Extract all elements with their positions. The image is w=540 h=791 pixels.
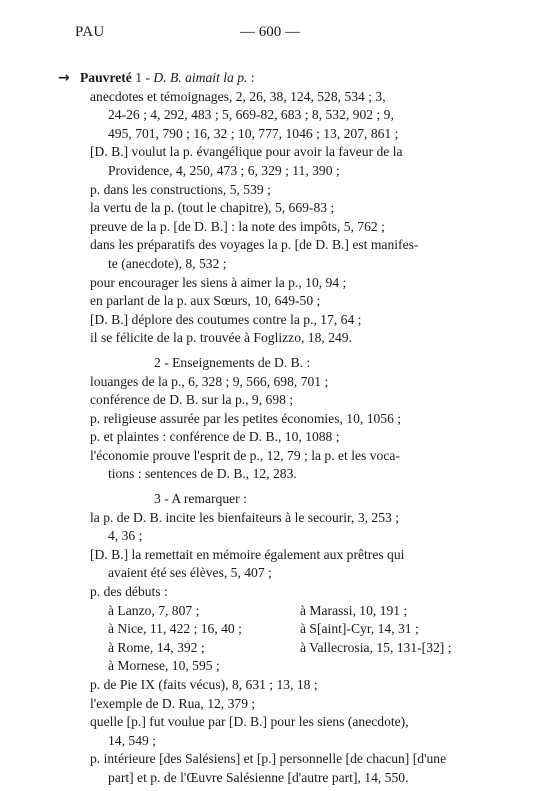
index-line: en parlant de la p. aux Sœurs, 10, 649-50 ; <box>90 293 321 309</box>
place-item: à S[aint]-Cyr, 14, 31 ; <box>300 621 419 637</box>
place-item: à Lanzo, 7, 807 ; <box>108 602 200 618</box>
index-line: louanges de la p., 6, 328 ; 9, 566, 698, 701 ; <box>90 373 329 389</box>
index-line: 14, 549 ; <box>108 732 156 748</box>
index-line: 495, 701, 790 ; 16, 32 ; 10, 777, 1046 ; 13, 207, 861 ; <box>108 125 399 141</box>
index-line: p. intérieure [des Salésiens] et [p.] personnelle [de chacun] [d'une <box>90 751 447 767</box>
index-line: 4, 36 ; <box>108 528 143 544</box>
index-line: p. de Pie IX (faits vécus), 8, 631 ; 13, 18 ; <box>90 677 318 692</box>
index-line: il se félicite de la p. trouvée à Foglizzo, 18, 249. <box>90 330 352 346</box>
index-line: Providence, 4, 250, 473 ; 6, 329 ; 11, 390 ; <box>108 162 340 178</box>
section-3-heading: 3 - A remarquer : <box>154 491 247 507</box>
section-1 <box>82 88 462 348</box>
section-number: 1 - <box>135 70 150 85</box>
index-line: l'exemple de D. Rua, 12, 379 ; <box>90 695 256 711</box>
places-row <box>90 657 462 676</box>
place-item: à Marassi, 10, 191 ; <box>300 602 408 618</box>
place-item: à Rome, 14, 392 ; <box>108 639 205 655</box>
arrow-right-icon: → <box>58 70 70 86</box>
place-item: à Nice, 11, 422 ; 16, 40 ; <box>108 621 242 637</box>
section-2 <box>82 373 462 485</box>
headword: Pauvreté <box>80 70 132 85</box>
places-row <box>90 620 462 639</box>
index-line: te (anecdote), 8, 532 ; <box>108 255 227 271</box>
index-line: conférence de D. B. sur la p., 9, 698 ; <box>90 392 294 408</box>
entry-heading: → Pauvreté 1 - D. B. aimait la p. : <box>58 70 255 86</box>
index-line: p. dans les constructions, 5, 539 ; <box>90 181 271 197</box>
index-line: p. des débuts : <box>90 584 168 600</box>
index-line: la p. de D. B. incite les bienfaiteurs à le secourir, 3, 253 ; <box>90 509 399 525</box>
index-line: part] et p. de l'Œuvre Salésienne [d'autre part], 14, 550. <box>108 769 409 785</box>
index-line: [D. B.] la remettait en mémoire également aux prêtres qui <box>90 546 405 562</box>
place-item: à Vallecrosia, 15, 131-[32] ; <box>300 639 452 655</box>
page-number: — 600 — <box>240 24 300 40</box>
index-line: tions : sentences de D. B., 12, 283. <box>108 466 297 482</box>
index-line: 24-26 ; 4, 292, 483 ; 5, 669-82, 683 ; 8, 532, 902 ; 9, <box>108 107 394 123</box>
index-line: [D. B.] voulut la p. évangélique pour avoir la faveur de la <box>90 144 403 160</box>
running-head: PAU <box>75 24 105 40</box>
index-entry <box>58 69 462 788</box>
page-header <box>0 24 540 44</box>
index-line: [D. B.] déplore des coutumes contre la p., 17, 64 ; <box>90 311 362 327</box>
places-row <box>90 639 462 658</box>
index-line: la vertu de la p. (tout le chapitre), 5, 669-83 ; <box>90 200 335 216</box>
index-line: preuve de la p. [de D. B.] : la note des impôts, 5, 762 ; <box>90 218 385 234</box>
section-title: D. B. aimait la p. <box>153 70 248 85</box>
index-line: p. et plaintes : conférence de D. B., 10, 1088 ; <box>90 429 340 445</box>
index-line: pour encourager les siens à aimer la p., 10, 94 ; <box>90 274 347 290</box>
index-line: anecdotes et témoignages, 2, 26, 38, 124, 528, 534 ; 3, <box>90 88 386 104</box>
index-line: avaient été ses élèves, 5, 407 ; <box>108 565 272 581</box>
place-item: à Mornese, 10, 595 ; <box>108 658 220 674</box>
section-3 <box>82 509 462 788</box>
places-row <box>90 602 462 621</box>
index-line: quelle [p.] fut voulue par [D. B.] pour les siens (anecdote), <box>90 714 409 730</box>
index-line: dans les préparatifs des voyages la p. [de D. B.] est manifes- <box>90 237 419 253</box>
index-line: p. religieuse assurée par les petites économies, 10, 1056 ; <box>90 410 402 426</box>
index-line: l'économie prouve l'esprit de p., 12, 79 ; la p. et les voca- <box>90 447 400 463</box>
section-2-heading: 2 - Enseignements de D. B. : <box>154 354 311 370</box>
